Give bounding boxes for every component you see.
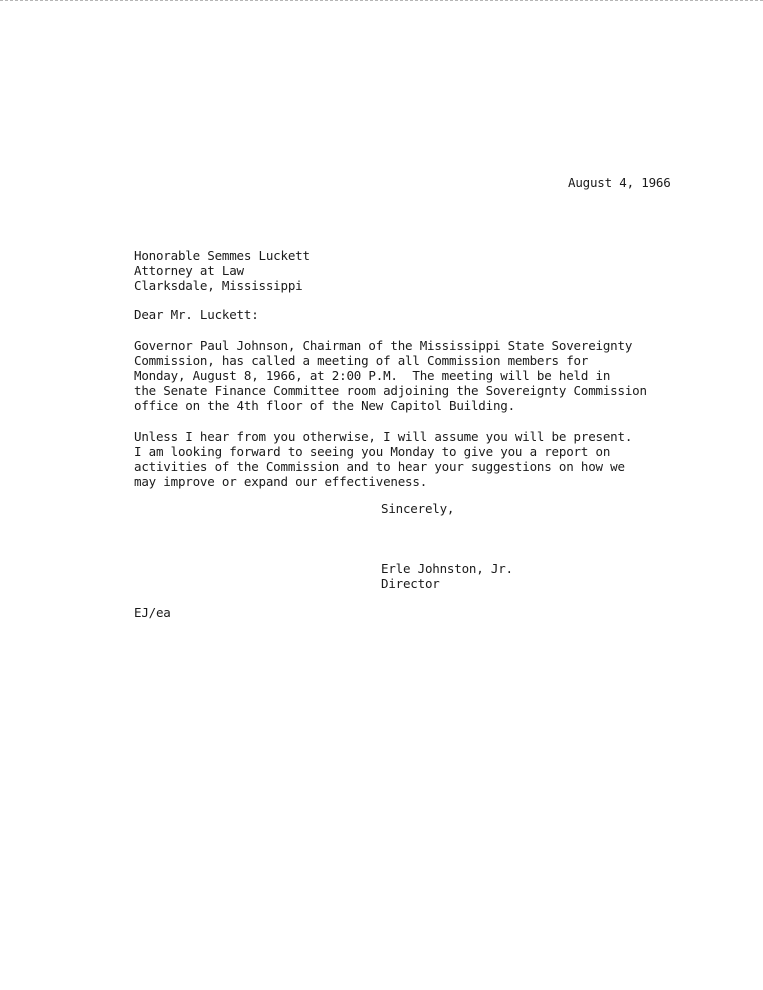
signature-block bbox=[381, 561, 513, 591]
signer-name: Erle Johnston, Jr. bbox=[381, 561, 513, 576]
paragraph-line: I am looking forward to seeing you Monday to give you a report on bbox=[134, 444, 611, 459]
paragraph-line: Monday, August 8, 1966, at 2:00 P.M. The meeting will be held in bbox=[134, 368, 611, 383]
recipient-address bbox=[134, 248, 310, 293]
paragraph-line: Governor Paul Johnson, Chairman of the Mississippi State Sovereignty bbox=[134, 338, 633, 353]
paragraph-line: activities of the Commission and to hear your suggestions on how we bbox=[134, 459, 625, 474]
body-paragraph-1 bbox=[134, 338, 647, 413]
paragraph-line: Commission, has called a meeting of all Commission members for bbox=[134, 353, 589, 368]
recipient-location: Clarksdale, Mississippi bbox=[134, 278, 303, 293]
letter-date: August 4, 1966 bbox=[568, 175, 671, 190]
signer-title: Director bbox=[381, 576, 440, 591]
body-paragraph-2 bbox=[134, 429, 632, 489]
paragraph-line: may improve or expand our effectiveness. bbox=[134, 474, 428, 489]
paragraph-line: Unless I hear from you otherwise, I will assume you will be present. bbox=[134, 429, 633, 444]
reference-initials: EJ/ea bbox=[134, 605, 171, 620]
salutation: Dear Mr. Luckett: bbox=[134, 307, 259, 322]
closing: Sincerely, bbox=[381, 501, 455, 516]
recipient-name: Honorable Semmes Luckett bbox=[134, 248, 310, 263]
paragraph-line: the Senate Finance Committee room adjoining the Sovereignty Commission bbox=[134, 383, 647, 398]
recipient-title: Attorney at Law bbox=[134, 263, 244, 278]
paragraph-line: office on the 4th floor of the New Capitol Building. bbox=[134, 398, 515, 413]
